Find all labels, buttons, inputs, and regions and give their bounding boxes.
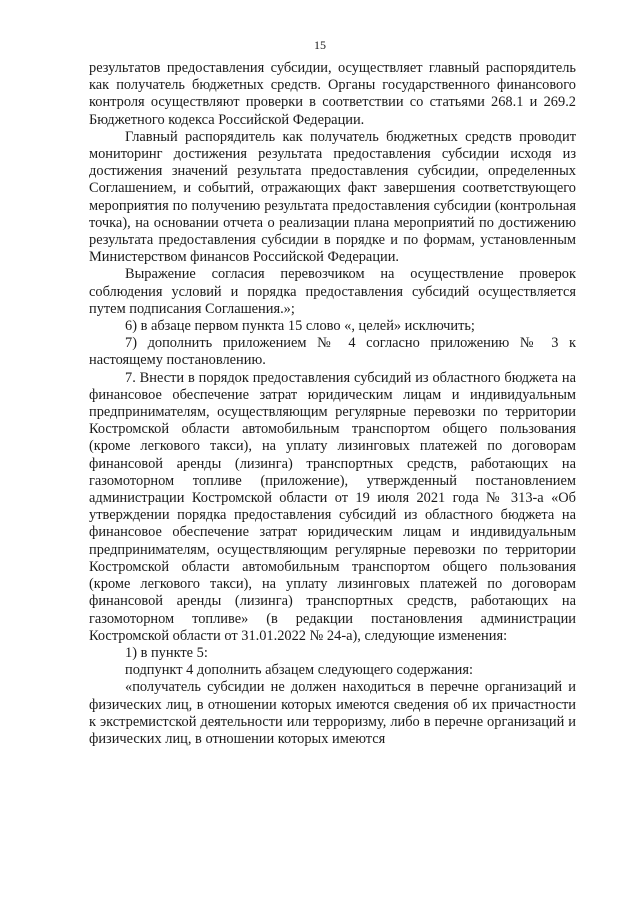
paragraph: результатов предоставления субсидии, осуществляет главный распорядитель как получатель бюджетных средств. Органы государственного финансового контроля осуществляют проверки в соответствии со статьями 268.1 и 269.2 Бюджетного кодекса Российской Федерации. [89, 60, 576, 128]
page-number: 15 [314, 38, 326, 52]
document-body [89, 60, 576, 748]
paragraph: подпункт 4 дополнить абзацем следующего содержания: [125, 662, 473, 679]
paragraph: 6) в абзаце первом пункта 15 слово «, целей» исключить; [125, 318, 475, 335]
paragraph: Главный распорядитель как получатель бюджетных средств проводит мониторинг достижения результата предоставления субсидии исходя из достижения значений результата предоставления субсидии, определенных Соглашением, и событий, отражающих факт завершения соответствующего мероприятия по получению результата предоставления субсидии (контрольная точка), на основании отчета о реализации плана мероприятий по достижению результата предоставления субсидии в порядке и по формам, установленным Министерством финансов Российской Федерации. [89, 128, 576, 266]
paragraph: 7. Внести в порядок предоставления субсидий из областного бюджета на финансовое обеспечение затрат юридическим лицам и индивидуальным предпринимателям, осуществляющим регулярные перевозки по территории Костромской области автомобильным транспортом общего пользования (кроме легкового такси), на уплату лизинговых платежей по договорам финансовой аренды (лизинга) транспортных средств, работающих на газомоторном топливе (приложение), утвержденный постановлением администрации Костромской области от 19 июля 2021 года № 313-а «Об утверждении порядка предоставления субсидий из областного бюджета на финансовое обеспечение затрат юридическим лицам и индивидуальным предпринимателям, осуществляющим регулярные перевозки по территории Костромской области автомобильным транспортом общего пользования (кроме легкового такси), на уплату лизинговых платежей по договорам финансовой аренды (лизинга) транспортных средств, работающих на газомоторном топливе» (в редакции постановления администрации Костромской области от 31.01.2022 № 24-а), следующие изменения: [89, 369, 576, 644]
paragraph: Выражение согласия перевозчиком на осуществление проверок соблюдения условий и порядка предоставления субсидий осуществляется путем подписания Соглашения.»; [89, 266, 576, 317]
paragraph: 1) в пункте 5: [125, 644, 208, 661]
paragraph: 7) дополнить приложением № 4 согласно приложению № 3 к настоящему постановлению. [89, 335, 576, 369]
paragraph: «получатель субсидии не должен находиться в перечне организаций и физических лиц, в отношении которых имеются сведения об их причастности к экстремистской деятельности или терроризму, либо в перечне организаций и физических лиц, в отношении которых имеются [89, 679, 576, 747]
